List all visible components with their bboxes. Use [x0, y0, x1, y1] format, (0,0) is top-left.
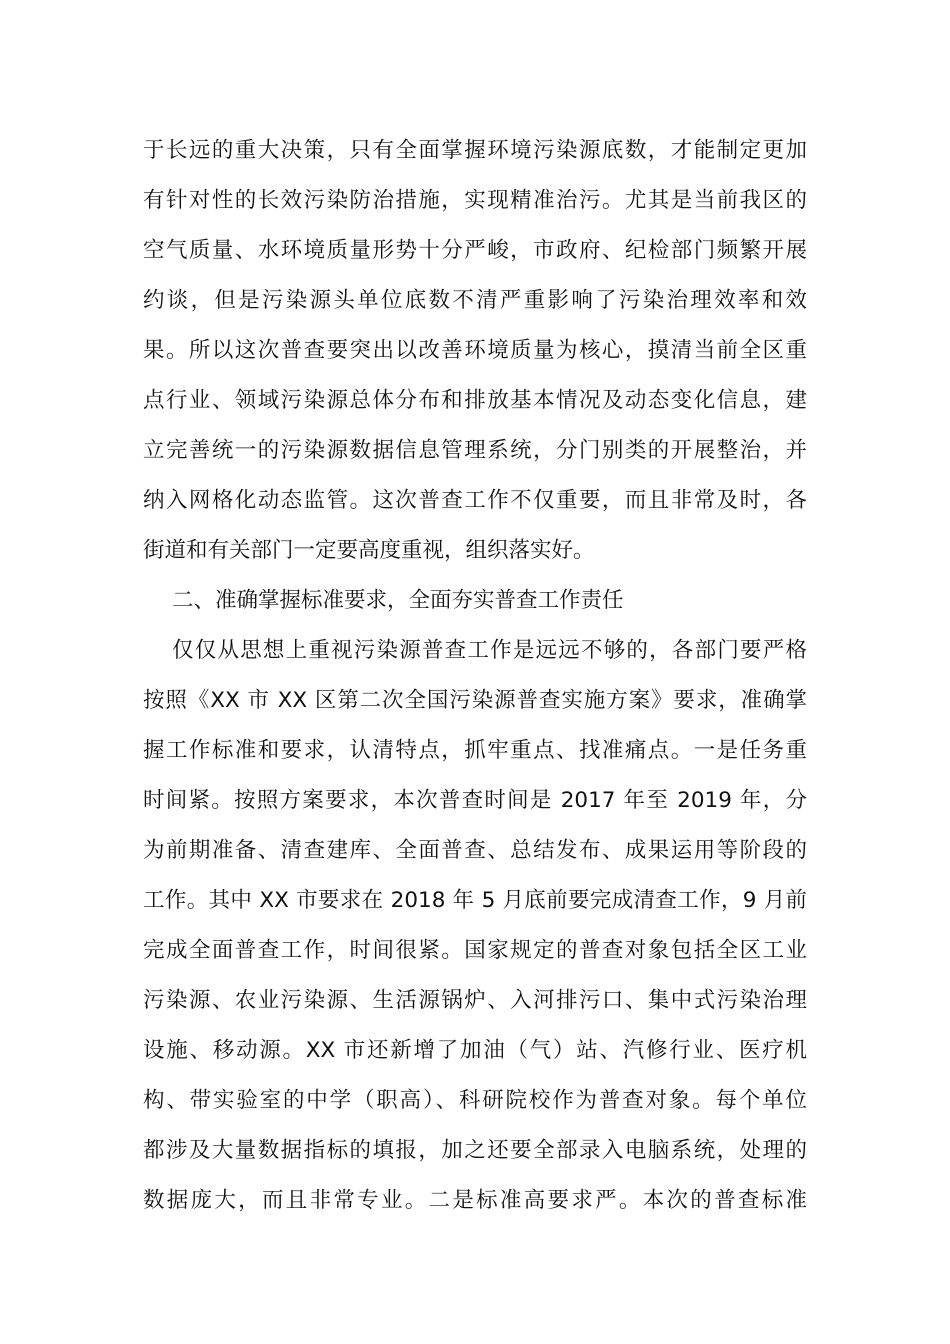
text-line: 有针对性的长效污染防治措施，实现精准治污。尤其是当前我区的	[143, 188, 807, 213]
text-line: 果。所以这次普查要突出以改善环境质量为核心，摸清当前全区重	[143, 338, 807, 363]
text-line: 设施、移动源。XX 市还新增了加油（气）站、汽修行业、医疗机	[143, 1038, 807, 1063]
text-line: 构、带实验室的中学（职高）、科研院校作为普查对象。每个单位	[143, 1088, 807, 1113]
text-line: 完成全面普查工作，时间很紧。国家规定的普查对象包括全区工业	[143, 938, 807, 963]
text-line: 工作。其中 XX 市要求在 2018 年 5 月底前要完成清查工作，9 月前	[143, 888, 807, 913]
text-line: 立完善统一的污染源数据信息管理系统，分门别类的开展整治，并	[143, 438, 807, 463]
text-line: 为前期准备、清查建库、全面普查、总结发布、成果运用等阶段的	[143, 838, 807, 863]
text-line: 街道和有关部门一定要高度重视，组织落实好。	[143, 538, 595, 563]
document-body	[143, 126, 807, 1226]
text-line: 数据庞大，而且非常专业。二是标准高要求严。本次的普查标准	[143, 1188, 807, 1213]
text-line: 时间紧。按照方案要求，本次普查时间是 2017 年至 2019 年，分	[143, 788, 807, 813]
text-line: 纳入网格化动态监管。这次普查工作不仅重要，而且非常及时，各	[143, 488, 807, 513]
text-line: 于长远的重大决策，只有全面掌握环境污染源底数，才能制定更加	[143, 138, 807, 163]
text-line: 点行业、领域污染源总体分布和排放基本情况及动态变化信息，建	[143, 388, 807, 413]
text-line: 都涉及大量数据指标的填报，加之还要全部录入电脑系统，处理的	[143, 1138, 807, 1163]
text-line: 按照《XX 市 XX 区第二次全国污染源普查实施方案》要求，准确掌	[143, 688, 807, 713]
text-line: 约谈，但是污染源头单位底数不清严重影响了污染治理效率和效	[143, 288, 807, 313]
text-line: 握工作标准和要求，认清特点，抓牢重点、找准痛点。一是任务重	[143, 738, 807, 763]
text-line: 仅仅从思想上重视污染源普查工作是远远不够的，各部门要严格	[172, 638, 807, 663]
text-line: 空气质量、水环境质量形势十分严峻，市政府、纪检部门频繁开展	[143, 238, 807, 263]
section-heading: 二、准确掌握标准要求，全面夯实普查工作责任	[172, 588, 624, 613]
text-line: 污染源、农业污染源、生活源锅炉、入河排污口、集中式污染治理	[143, 988, 807, 1013]
